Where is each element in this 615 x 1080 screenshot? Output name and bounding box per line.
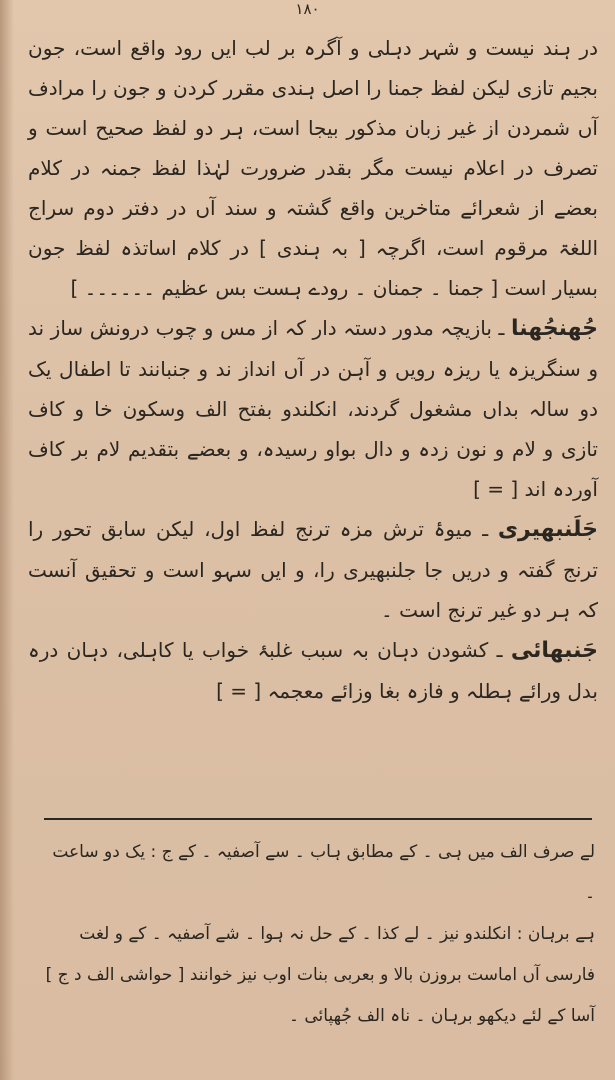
- bracket-note: [ = ]: [473, 477, 519, 501]
- footnotes: [40, 832, 595, 1037]
- bracket-note: [ = ]: [216, 679, 262, 703]
- entry-headword: جَنبھائی: [510, 638, 598, 663]
- entry-text: در ہند نیست و شہر دہلی و آگرہ بر لب ایں رود واقع است، جون بجیم تازی لیکن لفظ جمنا را اصل ہندی مقرر کردن و جون را مرادف آں شمردن از غیر زبان مذکور بیجا است، ہر دو لفظ صحیح است و تصرف در اعلام نیست مگر بقدر ضرورت لہٰذا لفظ جمنہ در کلام بعضے از شعرائے متاخرین واقع گشتہ و سند آں در دفتر دوم سراج اللغۃ مرقوم است، اگرچہ: [28, 36, 598, 260]
- bracket-note: [ جمنا ۔ جمنان ۔ رودے ہست بس عظیم ۔۔۔۔۔۔ ]: [70, 276, 499, 300]
- dictionary-entry: جَنبھائی ـ کشودن دہان بہ سبب غلبۂ خواب یا کاہلی، دہان درہ بدل ورائے ہطلہ و فازہ بغا وزائے معجمہ [ = ]: [28, 638, 598, 703]
- entry-text: در کلام اساتذہ لفظ جون بسیار است: [28, 236, 598, 300]
- page-spine-shadow: [0, 0, 14, 1080]
- entry-headword: جُھنجُھنا: [511, 316, 598, 341]
- footnote-line: ہے برہان : انکلندو نیز ۔ لے کذا ۔ کے حل نہ ہوا ۔ شے آصفیہ ۔ کے و لغت: [79, 924, 595, 944]
- footnote-divider: [44, 818, 592, 820]
- entry-text: بازیچہ مدور دستہ دار کہ از مس و چوب درونش ساز ند و سنگریزہ یا ریزہ رویں و آہن در آں انداز ند و جنبانند تا اطفال یک دو سالہ بداں مشغول گردند، انکلندو بفتح الف وسکون خا و کاف تازی و لام و نون زدہ و دال بواو رسیدہ، و بعضے بتقدیم لام بر کاف آوردہ اند: [28, 316, 598, 501]
- dictionary-entry: جُھنجُھنا ـ بازیچہ مدور دستہ دار کہ از مس و چوب درونش ساز ند و سنگریزہ یا ریزہ رویں و آہن در آں انداز ند و جنبانند تا اطفال یک دو سالہ بداں مشغول گردند، انکلندو بفتح الف وسکون خا و کاف تازی و لام و نون زدہ و دال بواو رسیدہ، و بعضے بتقدیم لام بر کاف آوردہ اند [ = ]: [28, 316, 598, 501]
- dictionary-entry: جَلَنبھیری ـ میوۂ ترش مزہ ترنج لفظ اول، لیکن سابق تحور را ترنج گفتہ و دریں جا جلنبھیری را، و ایں سہو است و تحقیق آنست کہ ہر دو غیر ترنج است ۔: [28, 517, 598, 622]
- footnote-line: آسا کے لئے دیکھو برہان ۔ ناہ الف جُھپائی ۔: [289, 1006, 595, 1026]
- entry-headword: جَلَنبھیری: [497, 517, 598, 542]
- footnote-line: لے صرف الف میں ہی ۔ کے مطابق ہاب ۔ سے آصفیہ ۔ کے ج : یک دو ساعت ۔: [52, 842, 595, 903]
- footnote-line: [40, 955, 595, 996]
- page-number: ۱۸۰: [295, 0, 320, 18]
- entry-text: کشودن دہان بہ سبب غلبۂ خواب یا کاہلی، دہان درہ بدل ورائے ہطلہ و فازہ بغا وزائے معجمہ: [28, 638, 598, 703]
- bracket-note: [ بہ ہندی ]: [259, 236, 366, 260]
- bracket-note: [ حواشی الف د ج ]: [45, 965, 185, 985]
- main-text: [28, 28, 598, 711]
- entry-continuation: [28, 28, 598, 308]
- entry-text: میوۂ ترش مزہ ترنج لفظ اول، لیکن سابق تحور را ترنج گفتہ و دریں جا جلنبھیری را، و ایں سہو است و تحقیق آنست کہ ہر دو غیر ترنج است ۔: [28, 517, 598, 622]
- footnote-text: فارسی آں اماست بروزن بالا و بعربی بنات اوب نیز خوانند: [189, 965, 595, 985]
